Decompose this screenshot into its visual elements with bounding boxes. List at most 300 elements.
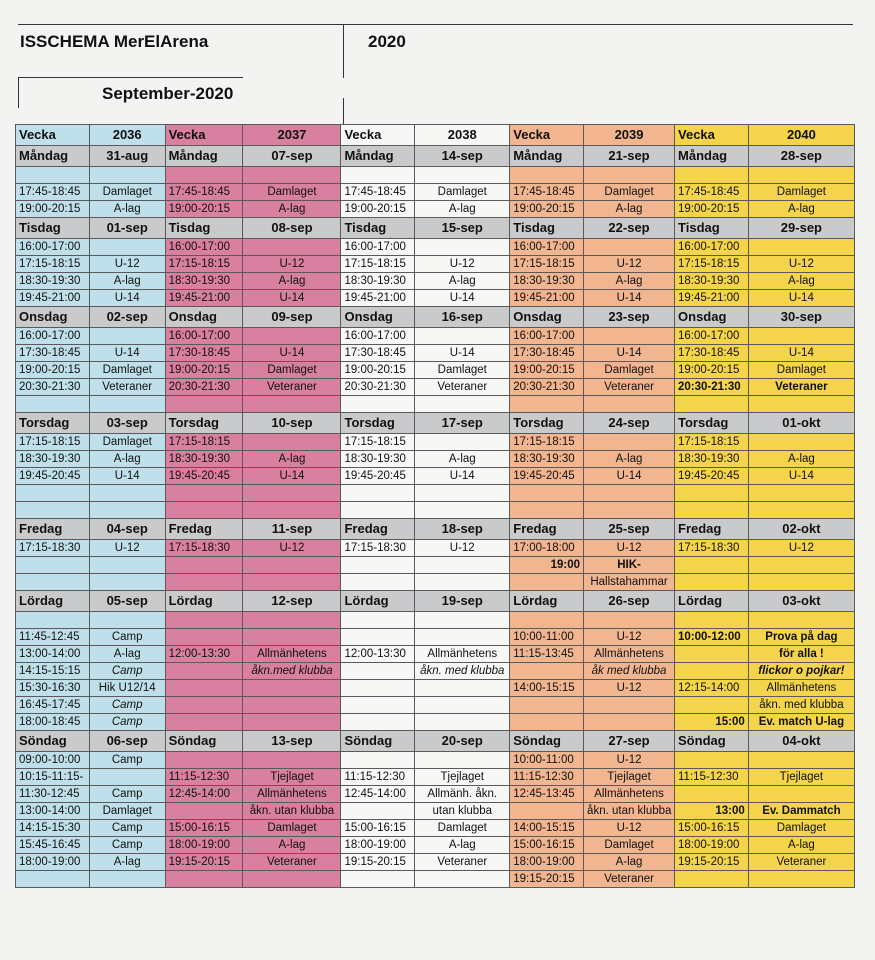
slot-activity: U-12 [89, 256, 165, 273]
slot-time: 17:15-18:15 [510, 256, 584, 273]
slot-activity: Allmänhetens [584, 646, 675, 663]
slot-time [675, 752, 749, 769]
day-date: 23-sep [584, 307, 675, 328]
slot-activity [243, 871, 341, 888]
header-month-edge [343, 98, 344, 124]
slot-row [16, 680, 855, 697]
slot-time: 17:15-18:30 [675, 540, 749, 557]
slot-time: 17:30-18:45 [165, 345, 243, 362]
week-label: Vecka [675, 125, 749, 146]
slot-row [16, 803, 855, 820]
slot-row [16, 714, 855, 731]
slot-activity: U-14 [584, 290, 675, 307]
slot-activity [584, 714, 675, 731]
day-header-row [16, 731, 855, 752]
week-number: 2039 [584, 125, 675, 146]
slot-time: 19:00 [510, 557, 584, 574]
slot-activity: Camp [89, 820, 165, 837]
slot-row [16, 663, 855, 680]
day-name: Söndag [341, 731, 415, 752]
day-date: 09-sep [243, 307, 341, 328]
slot-time: 16:00-17:00 [16, 328, 90, 345]
day-date: 07-sep [243, 146, 341, 167]
slot-time: 10:00-11:00 [510, 752, 584, 769]
slot-time [675, 485, 749, 502]
slot-time: 11:15-12:30 [675, 769, 749, 786]
slot-time: 19:00-20:15 [341, 362, 415, 379]
slot-time: 13:00-14:00 [16, 646, 90, 663]
slot-activity: U-14 [415, 468, 510, 485]
day-date: 28-sep [748, 146, 854, 167]
day-date: 29-sep [748, 218, 854, 239]
day-name: Måndag [165, 146, 243, 167]
slot-activity: A-lag [748, 273, 854, 290]
day-date: 06-sep [89, 731, 165, 752]
slot-time: 12:45-13:45 [510, 786, 584, 803]
day-date: 13-sep [243, 731, 341, 752]
slot-activity: åkn. utan klubba [243, 803, 341, 820]
slot-activity: Damlaget [89, 362, 165, 379]
day-date: 16-sep [415, 307, 510, 328]
slot-activity: flickor o pojkar! [748, 663, 854, 680]
slot-row [16, 201, 855, 218]
week-label: Vecka [510, 125, 584, 146]
slot-activity [584, 328, 675, 345]
slot-activity: Camp [89, 786, 165, 803]
slot-time: 19:15-20:15 [341, 854, 415, 871]
slot-time: 16:45-17:45 [16, 697, 90, 714]
schedule-title: ISSCHEMA MerElArena [20, 32, 209, 51]
slot-time: 19:15-20:15 [165, 854, 243, 871]
slot-activity: U-14 [748, 290, 854, 307]
slot-activity [89, 769, 165, 786]
slot-time [341, 871, 415, 888]
slot-activity: Tjejlaget [584, 769, 675, 786]
slot-time: 15:00-16:15 [510, 837, 584, 854]
slot-activity [243, 680, 341, 697]
day-name: Torsdag [341, 413, 415, 434]
slot-activity: Camp [89, 837, 165, 854]
slot-activity: Camp [89, 663, 165, 680]
slot-activity: U-12 [584, 540, 675, 557]
week-header-row [16, 125, 855, 146]
slot-activity: Damlaget [89, 803, 165, 820]
slot-time: 17:45-18:45 [16, 184, 90, 201]
slot-activity: åkn. med klubba [748, 697, 854, 714]
slot-time [165, 697, 243, 714]
slot-activity [243, 629, 341, 646]
slot-activity: A-lag [584, 273, 675, 290]
slot-row [16, 468, 855, 485]
slot-row [16, 290, 855, 307]
slot-activity: Ev. match U-lag [748, 714, 854, 731]
slot-time [675, 871, 749, 888]
day-date: 02-sep [89, 307, 165, 328]
slot-time: 18:30-19:30 [165, 273, 243, 290]
slot-time: 12:45-14:00 [341, 786, 415, 803]
slot-time: 16:00-17:00 [16, 239, 90, 256]
slot-time: 17:15-18:15 [341, 434, 415, 451]
slot-row [16, 434, 855, 451]
slot-activity [243, 485, 341, 502]
day-name: Lördag [675, 591, 749, 612]
day-name: Torsdag [675, 413, 749, 434]
slot-activity [584, 239, 675, 256]
slot-activity: U-14 [243, 468, 341, 485]
slot-row [16, 646, 855, 663]
day-name: Måndag [675, 146, 749, 167]
slot-activity [415, 434, 510, 451]
day-name: Fredag [510, 519, 584, 540]
slot-time [165, 485, 243, 502]
day-date: 02-okt [748, 519, 854, 540]
day-header-row [16, 413, 855, 434]
slot-activity: Camp [89, 629, 165, 646]
slot-time: 16:00-17:00 [675, 239, 749, 256]
day-date: 03-okt [748, 591, 854, 612]
slot-activity [89, 396, 165, 413]
slot-time [341, 680, 415, 697]
slot-activity [748, 574, 854, 591]
slot-activity: Damlaget [584, 837, 675, 854]
slot-activity [89, 612, 165, 629]
slot-time [341, 612, 415, 629]
slot-activity: Veteraner [415, 854, 510, 871]
day-date: 03-sep [89, 413, 165, 434]
slot-activity: A-lag [243, 837, 341, 854]
slot-time: 19:00-20:15 [16, 201, 90, 218]
slot-time [675, 646, 749, 663]
slot-activity: A-lag [748, 201, 854, 218]
slot-time [510, 663, 584, 680]
slot-activity: Allmänhetens [415, 646, 510, 663]
slot-time [16, 557, 90, 574]
slot-time: 17:15-18:15 [341, 256, 415, 273]
slot-activity: åkn. med klubba [415, 663, 510, 680]
slot-time: 10:00-11:00 [510, 629, 584, 646]
slot-time [341, 663, 415, 680]
slot-activity: A-lag [89, 273, 165, 290]
day-date: 01-sep [89, 218, 165, 239]
slot-time [341, 502, 415, 519]
slot-time [510, 485, 584, 502]
slot-row [16, 328, 855, 345]
slot-time: 18:30-19:30 [341, 451, 415, 468]
slot-time: 17:15-18:15 [675, 256, 749, 273]
slot-time [510, 803, 584, 820]
day-date: 18-sep [415, 519, 510, 540]
slot-time: 18:00-18:45 [16, 714, 90, 731]
week-number: 2036 [89, 125, 165, 146]
slot-activity: Damlaget [415, 820, 510, 837]
slot-activity [415, 871, 510, 888]
slot-time [675, 574, 749, 591]
slot-time: 12:15-14:00 [675, 680, 749, 697]
slot-activity: U-14 [243, 345, 341, 362]
slot-row [16, 502, 855, 519]
slot-time: 12:00-13:30 [341, 646, 415, 663]
slot-time: 17:15-18:30 [341, 540, 415, 557]
slot-activity [89, 871, 165, 888]
slot-time [165, 167, 243, 184]
slot-time [675, 502, 749, 519]
slot-activity: Veteraner [415, 379, 510, 396]
slot-activity [415, 612, 510, 629]
slot-time: 18:30-19:30 [16, 451, 90, 468]
slot-time [341, 396, 415, 413]
slot-time: 18:00-19:00 [341, 837, 415, 854]
slot-time: 17:30-18:45 [341, 345, 415, 362]
slot-activity [584, 612, 675, 629]
header-rule-top [18, 24, 853, 25]
day-header-row [16, 307, 855, 328]
header-rule-mid [18, 77, 243, 78]
slot-time: 19:00-20:15 [675, 201, 749, 218]
day-name: Torsdag [165, 413, 243, 434]
slot-time: 19:15-20:15 [510, 871, 584, 888]
slot-time: 10:15-11:15- [16, 769, 90, 786]
day-date: 04-okt [748, 731, 854, 752]
day-date: 24-sep [584, 413, 675, 434]
slot-activity: Damlaget [243, 362, 341, 379]
slot-time [165, 752, 243, 769]
slot-time [16, 612, 90, 629]
slot-time: 15:00-16:15 [341, 820, 415, 837]
slot-activity: U-12 [584, 629, 675, 646]
slot-activity [89, 239, 165, 256]
slot-time: 17:45-18:45 [165, 184, 243, 201]
day-name: Söndag [165, 731, 243, 752]
slot-activity: åk med klubba [584, 663, 675, 680]
slot-activity [243, 396, 341, 413]
day-date: 01-okt [748, 413, 854, 434]
slot-time [341, 752, 415, 769]
day-header-row [16, 591, 855, 612]
slot-activity: U-12 [243, 540, 341, 557]
day-name: Onsdag [16, 307, 90, 328]
slot-activity: Damlaget [89, 434, 165, 451]
slot-time [165, 714, 243, 731]
slot-time: 16:00-17:00 [675, 328, 749, 345]
day-date: 21-sep [584, 146, 675, 167]
slot-time: 20:30-21:30 [16, 379, 90, 396]
slot-activity: A-lag [584, 201, 675, 218]
slot-row [16, 820, 855, 837]
slot-time: 13:00-14:00 [16, 803, 90, 820]
week-label: Vecka [341, 125, 415, 146]
slot-activity: Damlaget [748, 362, 854, 379]
slot-activity: U-14 [584, 345, 675, 362]
slot-activity [415, 714, 510, 731]
slot-activity: A-lag [415, 837, 510, 854]
day-date: 14-sep [415, 146, 510, 167]
day-date: 12-sep [243, 591, 341, 612]
slot-row [16, 871, 855, 888]
slot-time: 19:00-20:15 [510, 362, 584, 379]
day-name: Söndag [675, 731, 749, 752]
slot-time: 09:00-10:00 [16, 752, 90, 769]
slot-activity: utan klubba [415, 803, 510, 820]
slot-time: 18:00-19:00 [16, 854, 90, 871]
slot-activity [748, 434, 854, 451]
slot-activity: Damlaget [584, 362, 675, 379]
slot-time: 17:15-18:15 [510, 434, 584, 451]
slot-time: 20:30-21:30 [510, 379, 584, 396]
slot-activity: A-lag [415, 201, 510, 218]
slot-time [341, 697, 415, 714]
slot-row [16, 451, 855, 468]
slot-time: 17:15-18:15 [16, 434, 90, 451]
slot-activity: U-12 [584, 820, 675, 837]
slot-activity: Veteraner [243, 854, 341, 871]
slot-activity: Damlaget [584, 184, 675, 201]
slot-activity: U-12 [415, 256, 510, 273]
slot-activity: A-lag [89, 854, 165, 871]
slot-time [510, 714, 584, 731]
slot-time: 18:30-19:30 [675, 451, 749, 468]
slot-row [16, 345, 855, 362]
slot-activity: Veteraner [584, 379, 675, 396]
slot-activity: U-14 [415, 290, 510, 307]
slot-activity: A-lag [243, 451, 341, 468]
slot-activity [243, 557, 341, 574]
day-name: Söndag [16, 731, 90, 752]
slot-time [165, 557, 243, 574]
slot-row [16, 574, 855, 591]
slot-activity: Camp [89, 752, 165, 769]
week-label: Vecka [165, 125, 243, 146]
day-name: Lördag [165, 591, 243, 612]
slot-activity [89, 485, 165, 502]
schedule-month: September-2020 [102, 84, 234, 103]
slot-time: 19:45-20:45 [16, 468, 90, 485]
slot-row [16, 379, 855, 396]
slot-activity [89, 167, 165, 184]
slot-activity [748, 871, 854, 888]
slot-time [341, 167, 415, 184]
slot-activity: Allmänhetens [243, 786, 341, 803]
slot-activity: A-lag [415, 273, 510, 290]
slot-time: 14:00-15:15 [510, 680, 584, 697]
day-name: Onsdag [165, 307, 243, 328]
slot-time [341, 629, 415, 646]
slot-time: 17:45-18:45 [341, 184, 415, 201]
slot-activity: U-12 [584, 680, 675, 697]
slot-time: 14:15-15:30 [16, 820, 90, 837]
slot-activity: Damlaget [748, 820, 854, 837]
slot-time [16, 485, 90, 502]
slot-activity [748, 557, 854, 574]
slot-activity [243, 574, 341, 591]
slot-row [16, 769, 855, 786]
slot-activity: Damlaget [89, 184, 165, 201]
slot-activity [243, 697, 341, 714]
slot-activity [89, 502, 165, 519]
slot-activity [243, 167, 341, 184]
slot-time: 16:00-17:00 [510, 239, 584, 256]
slot-time: 18:00-19:00 [675, 837, 749, 854]
slot-time [675, 697, 749, 714]
slot-activity: A-lag [243, 201, 341, 218]
slot-activity: A-lag [89, 646, 165, 663]
slot-row [16, 752, 855, 769]
slot-activity [89, 574, 165, 591]
slot-activity: HIK- [584, 557, 675, 574]
slot-time [165, 871, 243, 888]
slot-time [341, 803, 415, 820]
slot-time: 11:15-13:45 [510, 646, 584, 663]
slot-activity [89, 557, 165, 574]
slot-activity: Allmänhetens [243, 646, 341, 663]
day-date: 10-sep [243, 413, 341, 434]
day-name: Söndag [510, 731, 584, 752]
slot-time: 19:00-20:15 [510, 201, 584, 218]
slot-row [16, 697, 855, 714]
slot-row [16, 362, 855, 379]
slot-time [165, 663, 243, 680]
day-name: Tisdag [165, 218, 243, 239]
slot-activity [243, 752, 341, 769]
slot-activity [415, 680, 510, 697]
slot-time: 11:15-12:30 [341, 769, 415, 786]
slot-activity: U-12 [584, 752, 675, 769]
slot-activity: Hik U12/14 [89, 680, 165, 697]
slot-activity: U-14 [89, 468, 165, 485]
day-date: 22-sep [584, 218, 675, 239]
slot-activity [415, 239, 510, 256]
slot-time: 16:00-17:00 [341, 239, 415, 256]
slot-activity [415, 396, 510, 413]
slot-activity: Allmänhetens [748, 680, 854, 697]
slot-activity [415, 167, 510, 184]
slot-activity [584, 502, 675, 519]
slot-time [510, 612, 584, 629]
slot-row [16, 786, 855, 803]
slot-row [16, 557, 855, 574]
slot-time [165, 680, 243, 697]
header-divider [343, 24, 344, 78]
slot-activity: Allmänhetens [584, 786, 675, 803]
slot-time [165, 629, 243, 646]
slot-activity [243, 239, 341, 256]
slot-time: 15:00-16:15 [675, 820, 749, 837]
slot-time: 19:00-20:15 [341, 201, 415, 218]
slot-activity [748, 396, 854, 413]
slot-time [341, 714, 415, 731]
slot-time: 11:45-12:45 [16, 629, 90, 646]
slot-time [675, 612, 749, 629]
slot-activity: Veteraner [584, 871, 675, 888]
slot-activity [748, 786, 854, 803]
slot-activity: åkn. utan klubba [584, 803, 675, 820]
slot-activity [415, 629, 510, 646]
slot-activity: U-14 [243, 290, 341, 307]
slot-activity: U-12 [89, 540, 165, 557]
day-date: 20-sep [415, 731, 510, 752]
slot-activity [243, 612, 341, 629]
week-label: Vecka [16, 125, 90, 146]
slot-time: 17:45-18:45 [510, 184, 584, 201]
day-name: Lördag [341, 591, 415, 612]
slot-time [16, 871, 90, 888]
slot-time: 11:15-12:30 [165, 769, 243, 786]
slot-time [341, 574, 415, 591]
slot-time: 17:00-18:00 [510, 540, 584, 557]
header-left-edge [18, 78, 19, 108]
slot-activity [748, 502, 854, 519]
slot-time: 17:15-18:30 [16, 540, 90, 557]
slot-activity [748, 167, 854, 184]
